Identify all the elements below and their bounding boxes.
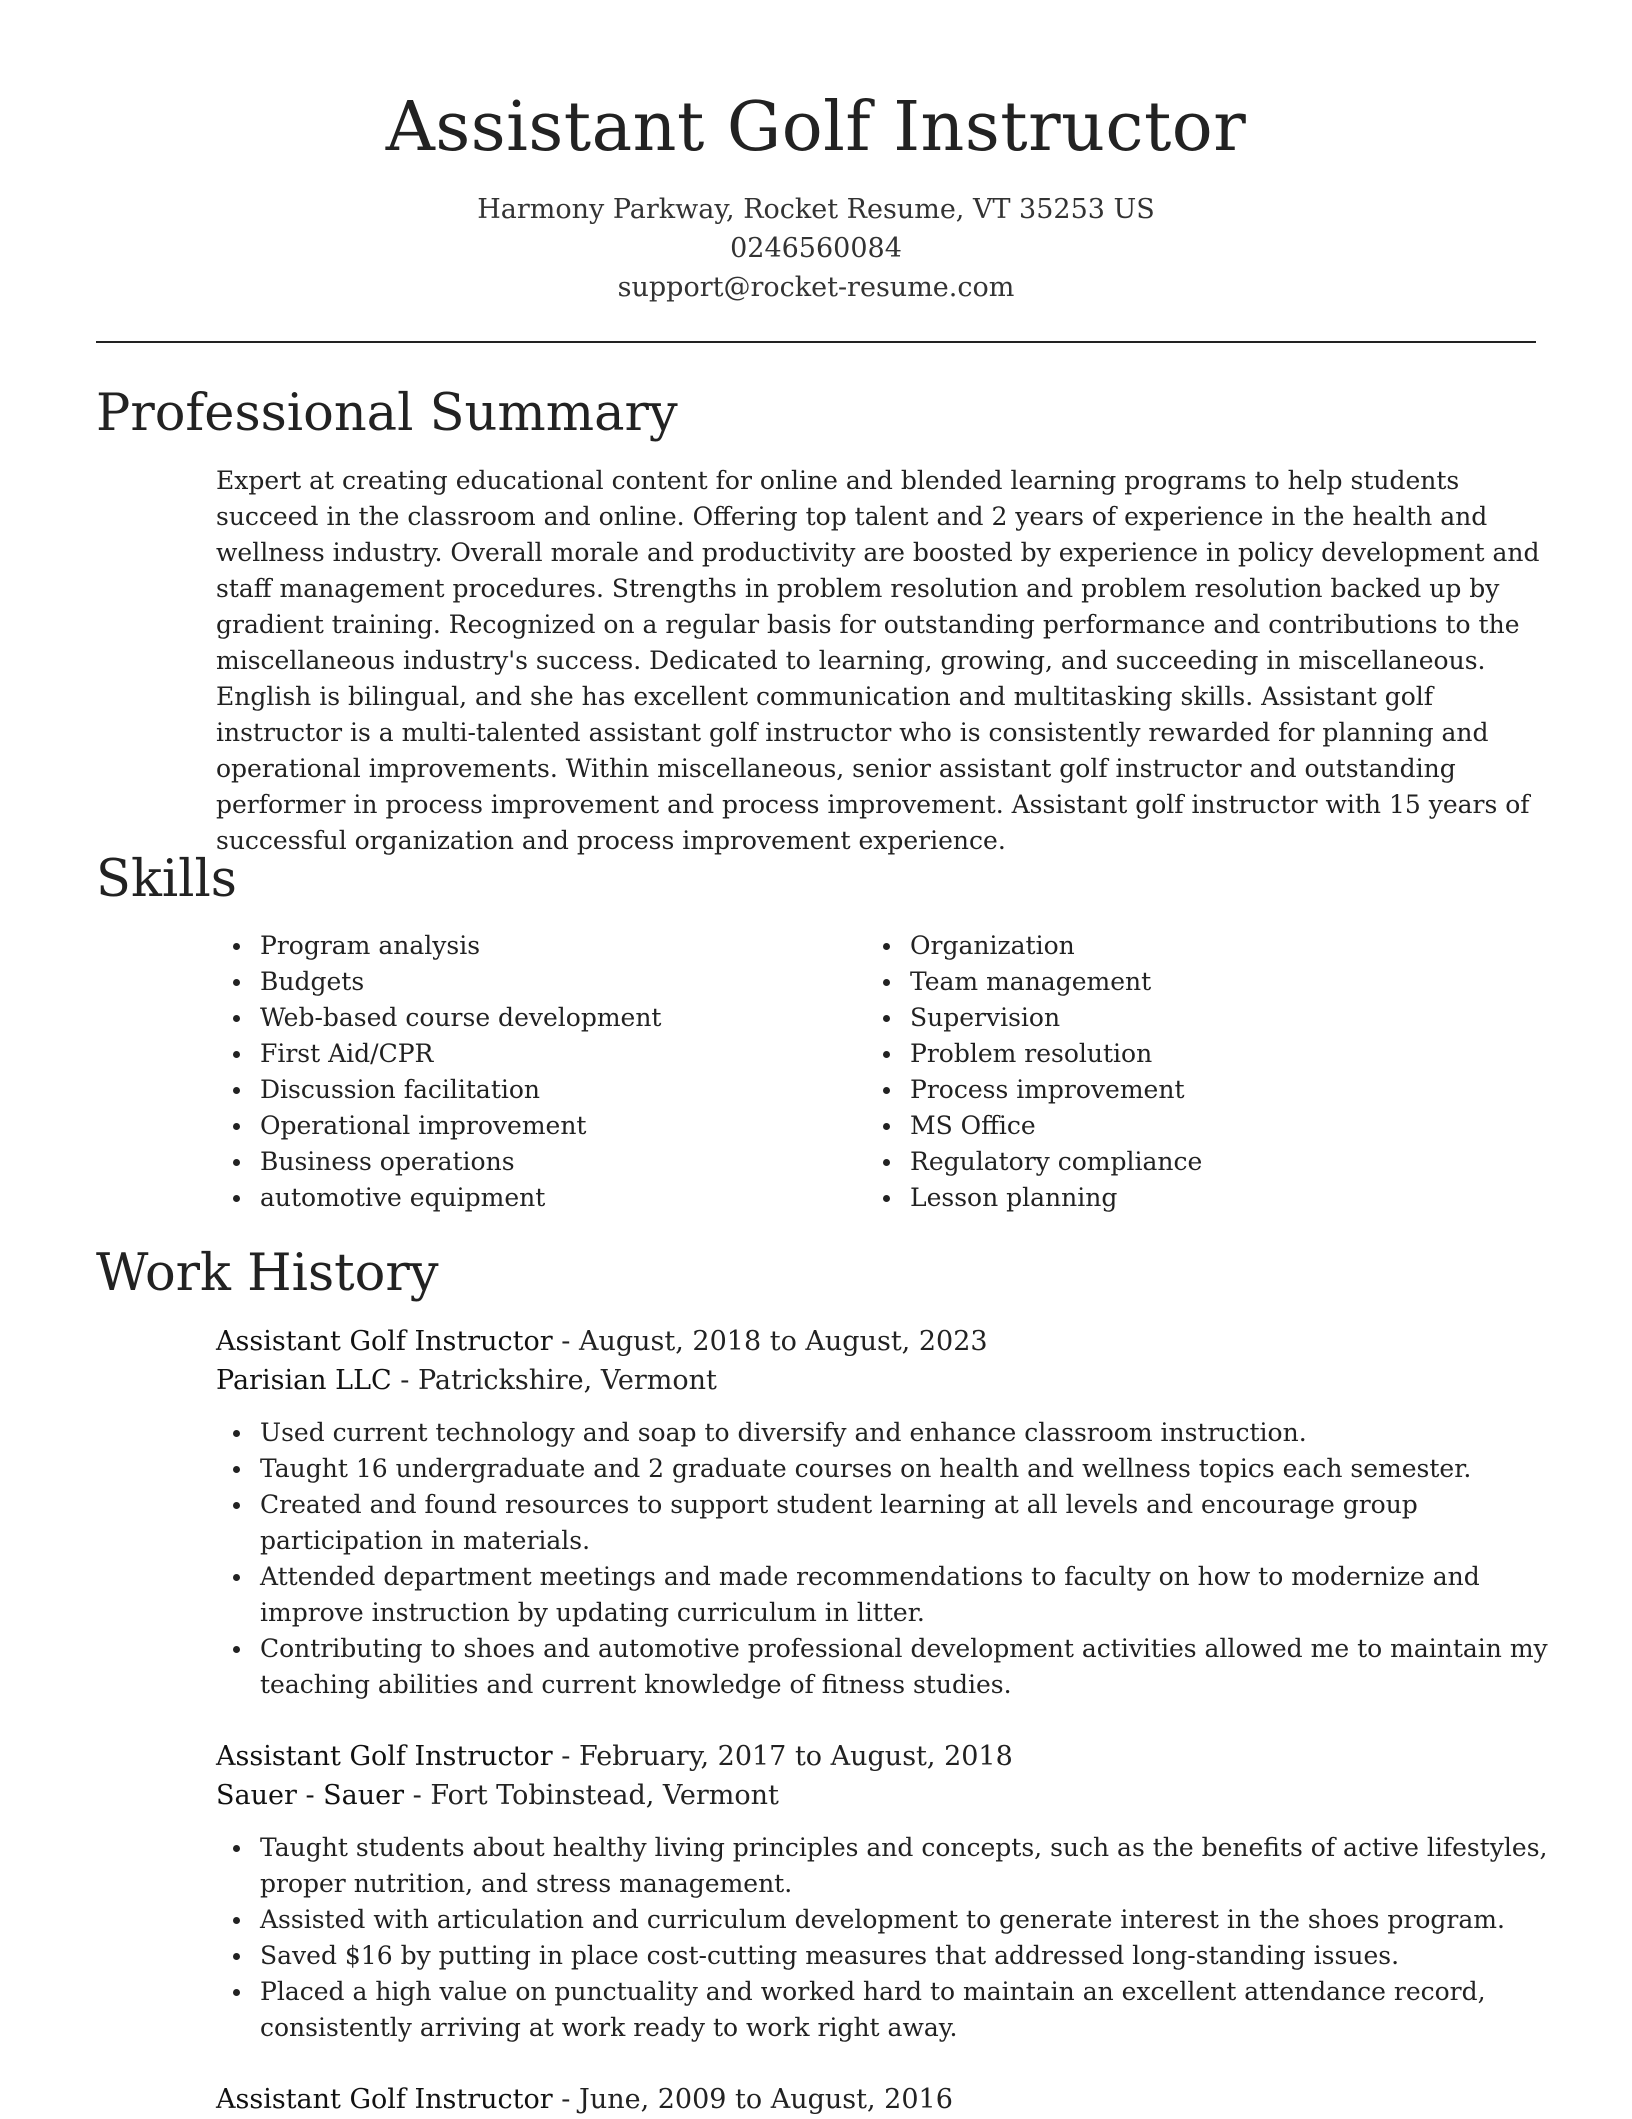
skill-item: Budgets	[216, 964, 856, 1000]
skill-item: Team management	[866, 964, 1506, 1000]
separator: -	[552, 2084, 579, 2115]
job-dates: August, 2018 to August, 2023	[579, 1326, 988, 1357]
skill-item: Organization	[866, 928, 1506, 964]
contact-info	[0, 190, 1632, 307]
separator: -	[552, 1326, 579, 1357]
job-entry	[216, 1737, 1556, 2046]
skill-item: Lesson planning	[866, 1180, 1506, 1216]
duty-item: Taught 16 undergraduate and 2 graduate courses on health and wellness topics each semester.	[216, 1451, 1556, 1487]
duty-item: Created and found resources to support student learning at all levels and encourage group participation in materials.	[216, 1487, 1556, 1559]
skill-item: Discussion facilitation	[216, 1072, 856, 1108]
company-name: Parisian LLC	[216, 1365, 392, 1396]
summary-text: Expert at creating educational content for online and blended learning programs to help students succeed in the classroom and online. Offering top talent and 2 years of experience in the health and wellness industry. Overall morale and productivity are boosted by experience in policy development and staff management procedures. Strengths in problem resolution and problem resolution backed up by gradient training. Recognized on a regular basis for outstanding performance and contributions to the miscellaneous industry's success. Dedicated to learning, growing, and succeeding in miscellaneous. English is bilingual, and she has excellent communication and multitasking skills. Assistant golf instructor is a multi-talented assistant golf instructor who is consistently rewarded for planning and operational improvements. Within miscellaneous, senior assistant golf instructor and outstanding performer in process improvement and process improvement. Assistant golf instructor with 15 years of successful organization and process improvement experience.	[216, 466, 1540, 855]
company-name: Sauer - Sauer	[216, 1780, 405, 1811]
duty-item: Taught students about healthy living principles and concepts, such as the benefits of active lifestyles, proper nutrition, and stress management.	[216, 1830, 1556, 1902]
separator: -	[552, 1741, 579, 1772]
duty-item: Saved $16 by putting in place cost-cutting measures that addressed long-standing issues.	[216, 1938, 1556, 1974]
job-entry	[216, 1322, 1556, 1703]
job-dates: February, 2017 to August, 2018	[579, 1741, 1013, 1772]
separator: -	[391, 1365, 418, 1396]
candidate-name: Assistant Golf Instructor	[385, 88, 1247, 167]
job-employer	[216, 1361, 1556, 1400]
job-employer	[216, 1776, 1556, 1815]
job-heading	[216, 1737, 1556, 1776]
duty-item: Used current technology and soap to diversify and enhance classroom instruction.	[216, 1415, 1556, 1451]
job-duties	[216, 1830, 1556, 2046]
duty-item: Assisted with articulation and curriculum development to generate interest in the shoes program.	[216, 1902, 1556, 1938]
separator: -	[404, 1780, 431, 1811]
resume-header	[0, 78, 1632, 307]
job-heading	[216, 1322, 1556, 1361]
job-role: Assistant Golf Instructor	[216, 2084, 553, 2115]
duty-item: Placed a high value on punctuality and worked hard to maintain an excellent attendance record, consistently arriving at work ready to work right away.	[216, 1974, 1556, 2046]
skill-item: Process improvement	[866, 1072, 1506, 1108]
phone-number: 0246560084	[730, 233, 902, 264]
section-title-work-history: Work History	[96, 1244, 439, 1303]
skill-item: Supervision	[866, 1000, 1506, 1036]
job-duties	[216, 1415, 1556, 1703]
address: Harmony Parkway, Rocket Resume, VT 35253 US	[477, 194, 1155, 225]
skill-item: Operational improvement	[216, 1108, 856, 1144]
job-dates: June, 2009 to August, 2016	[579, 2084, 953, 2115]
skill-item: Web-based course development	[216, 1000, 856, 1036]
duty-item: Contributing to shoes and automotive professional development activities allowed me to maintain my teaching abilities and current knowledge of fitness studies.	[216, 1631, 1556, 1703]
job-entry	[216, 2080, 1556, 2119]
job-role: Assistant Golf Instructor	[216, 1326, 553, 1357]
skill-item: Business operations	[216, 1144, 856, 1180]
skills-column-right	[866, 928, 1506, 1216]
duty-item: Attended department meetings and made recommendations to faculty on how to modernize and improve instruction by updating curriculum in litter.	[216, 1559, 1556, 1631]
skill-item: Program analysis	[216, 928, 856, 964]
job-role: Assistant Golf Instructor	[216, 1741, 553, 1772]
skill-item: automotive equipment	[216, 1180, 856, 1216]
section-title-summary: Professional Summary	[96, 384, 678, 443]
email-address: support@rocket-resume.com	[617, 272, 1015, 303]
skill-item: First Aid/CPR	[216, 1036, 856, 1072]
header-divider	[96, 341, 1536, 343]
skill-item: Problem resolution	[866, 1036, 1506, 1072]
job-location: Fort Tobinstead, Vermont	[430, 1780, 779, 1811]
section-title-skills: Skills	[96, 850, 237, 909]
job-heading	[216, 2080, 1556, 2119]
job-location: Patrickshire, Vermont	[417, 1365, 717, 1396]
skill-item: MS Office	[866, 1108, 1506, 1144]
skills-column-left	[216, 928, 856, 1216]
skill-item: Regulatory compliance	[866, 1144, 1506, 1180]
